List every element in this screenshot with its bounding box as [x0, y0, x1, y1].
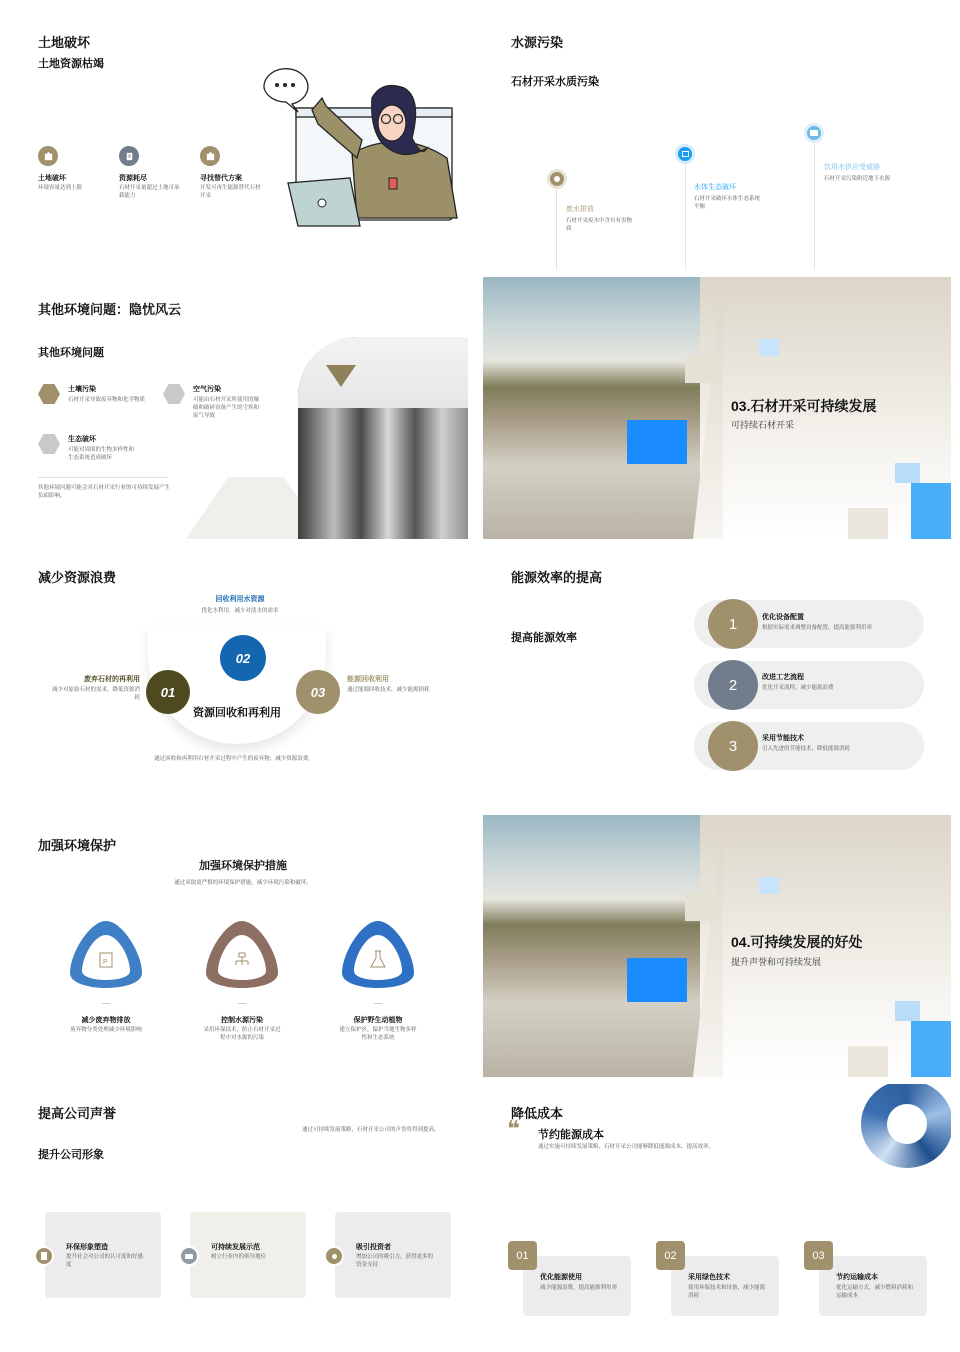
item-aquatic-ecology: 水体生态破坏 石材开采破坏水体生态系统平衡 — [694, 184, 761, 210]
presenter-illustration — [262, 58, 462, 228]
slide-reduce-cost[interactable] — [483, 1084, 951, 1346]
card-sustainability-model: 可持续发展示范 树立行业内的领导地位 — [190, 1212, 306, 1298]
building-photo — [298, 337, 468, 539]
slide-env-protection[interactable] — [0, 815, 468, 1077]
item-land-damage: 土地破坏 环境容量达到上限 — [38, 146, 108, 193]
slide-land-damage[interactable] — [0, 8, 468, 270]
network-icon — [202, 917, 282, 993]
card-transport-cost: 节约运输成本 优化运输方式，减少燃料消耗和运输成本 — [819, 1256, 927, 1316]
item-water-reuse: 回收利用水资源 优化水利用，减少对淡水的需求 — [201, 596, 279, 614]
slide-title: 能源效率的提高 — [511, 570, 603, 585]
slide-subtitle: 其他环境问题 — [38, 347, 104, 359]
slide-energy-efficiency[interactable] — [483, 546, 951, 808]
item-energy-recovery: 能源回收利用 通过能源回收技术，减少能源损耗 — [347, 676, 430, 693]
item-water-control: 控制水源污染 采用环保技术，防止石材开采过程中对水源的污染 — [203, 1017, 281, 1041]
number-badge: 01 — [508, 1241, 537, 1270]
card-green-tech: 采用绿色技术 使用环保技术和设备，减少能源消耗 — [671, 1256, 779, 1316]
svg-text:P: P — [103, 959, 108, 966]
badge-02: 02 — [220, 635, 266, 681]
slide-water-pollution[interactable] — [483, 8, 951, 270]
item-ecology: 生态破坏 可能对周围的生物多样性和生态系统造成破坏 — [38, 434, 138, 463]
center-label: 资源回收和再利用 — [193, 707, 281, 719]
flask-icon — [338, 917, 418, 993]
slide-title: 土地破坏 — [38, 35, 91, 50]
section-subtitle: 提升声誉和可持续发展 — [731, 957, 822, 967]
share-icon — [324, 1246, 344, 1266]
number-badge: 02 — [656, 1241, 685, 1270]
clipboard-icon — [119, 146, 139, 166]
intro-text: 通过采取更严格的环境保护措施，减少环境污染和破坏。 — [174, 880, 312, 886]
slide-subtitle: 石材开采水质污染 — [511, 76, 599, 88]
item-soil: 土壤污染 石材开采导致废弃物和化学物质 — [38, 384, 158, 405]
card-eco-image: 环保形象塑造 提升社会对公司的认可度和好感度 — [45, 1212, 161, 1298]
item-drinking-water: 饮用水供应受威胁 石材开采污染附近地下水源 — [824, 164, 891, 182]
network-icon — [675, 144, 695, 164]
slide-reduce-waste[interactable] — [0, 546, 468, 808]
puzzle-icon — [200, 146, 220, 166]
item-wastewater: 废水排放 石材开采废水中含有有害物质 — [566, 206, 633, 232]
slide-title: 降低成本 — [511, 1106, 564, 1121]
number-badge: 03 — [804, 1241, 833, 1270]
item-stone-reuse: 废弃石材的再利用 减少对原始石材的需求，降低资源消耗 — [52, 676, 141, 701]
intro-text: 通过实施可持续发展策略，石材开采公司能够降低能源成本、提高效率。 — [538, 1144, 715, 1150]
card-investors: 吸引投资者 增加公司的吸引力，获得更多的资金支持 — [335, 1212, 451, 1298]
slide-title: 其他环境问题：隐忧风云 — [38, 302, 182, 317]
target-icon — [547, 169, 567, 189]
slide-subtitle: 加强环境保护措施 — [199, 860, 287, 872]
step-1: 1 优化设备配置 根据实际需求调整设备配置，提高能源利用率 — [694, 600, 924, 648]
slide-subtitle: 提升公司形象 — [38, 1149, 104, 1161]
slide-title: 加强环境保护 — [38, 838, 117, 853]
chat-icon — [179, 1246, 199, 1266]
quarry-photo — [483, 277, 700, 539]
slide-section-03[interactable] — [483, 277, 951, 539]
item-alternatives: 寻找替代方案 开发可再生能源替代石材开采 — [200, 146, 264, 201]
document-icon — [66, 917, 146, 993]
section-subtitle: 可持续石材开采 — [731, 420, 795, 430]
step-3: 3 采用节能技术 引入先进的节能技术，降低能源消耗 — [694, 722, 924, 770]
city-photo-ring — [861, 1084, 951, 1168]
slide-subtitle: 土地资源枯竭 — [38, 58, 104, 70]
image-icon — [804, 123, 824, 143]
image-icon — [38, 384, 60, 404]
gear-icon — [163, 384, 185, 404]
section-title: 03.石材开采可持续发展 — [731, 398, 877, 414]
slide-title: 水源污染 — [511, 35, 564, 50]
slide-subtitle: 提高能源效率 — [511, 632, 577, 644]
item-air: 空气污染 可能由石材开采所使用的爆破和破碎设备产生的尘埃和废气导致 — [163, 384, 259, 421]
footer-note: 通过回收和再利用石材开采过程中产生的废弃物，减少资源浪费。 — [154, 756, 314, 762]
slide-section-04[interactable] — [483, 815, 951, 1077]
section-title: 04.可持续发展的好处 — [731, 934, 863, 950]
badge-01: 01 — [146, 670, 190, 714]
item-wildlife: 保护野生动植物 建立保护区，保护当地生物多样性和生态系统 — [339, 1017, 417, 1041]
intro-text: 通过可持续发展策略，石材开采公司的声誉将得到提高。 — [302, 1127, 440, 1133]
item-resource-depletion: 资源耗尽 石材开采量超过土地可承载能力 — [119, 146, 183, 201]
card-optimize-energy: 优化能源使用 减少能源浪费，提高能源利用率 — [523, 1256, 631, 1316]
quote-icon: ❝ — [507, 1116, 520, 1141]
slide-title: 减少资源浪费 — [38, 570, 117, 585]
slide-title: 提高公司声誉 — [38, 1106, 117, 1121]
keyboard-icon — [38, 434, 60, 454]
slide-subtitle: 节约能源成本 — [538, 1129, 604, 1141]
puzzle-icon — [38, 146, 58, 166]
step-2: 2 改进工艺流程 优化开采流程，减少能源浪费 — [694, 661, 924, 709]
quarry-photo — [483, 815, 700, 1077]
footer-note: 其他环境问题可能会对石材开采行业的可持续发展产生负面影响。 — [38, 485, 171, 499]
slide-other-issues[interactable] — [0, 277, 468, 539]
item-waste-discharge: 减少废弃物排放 废弃物分类处理减少环境影响 — [70, 1017, 142, 1033]
slide-reputation[interactable] — [0, 1084, 468, 1346]
badge-03: 03 — [296, 670, 340, 714]
document-icon — [34, 1246, 54, 1266]
